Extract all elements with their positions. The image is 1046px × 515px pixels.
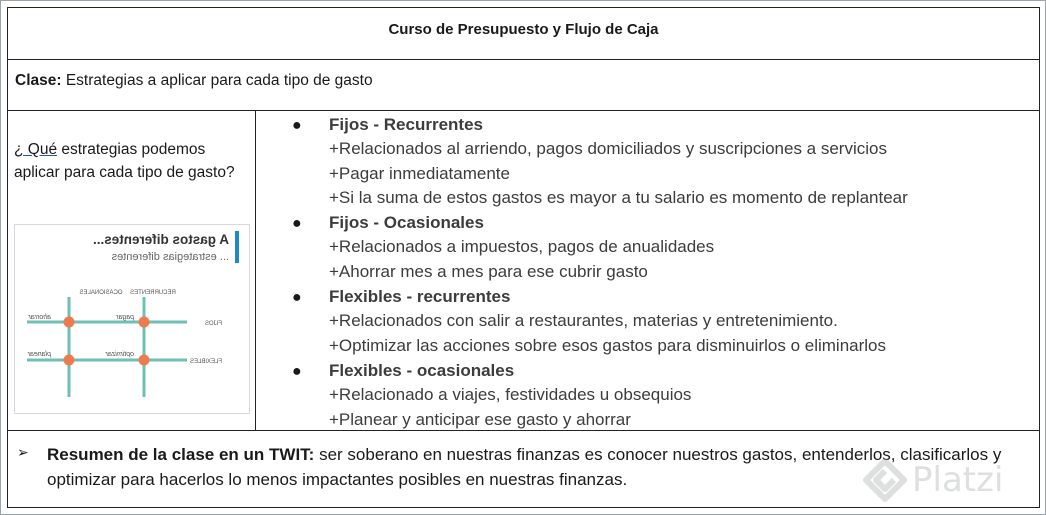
matrix-svg <box>15 225 249 413</box>
group-item: +Relacionados al arriendo, pagos domiciliados y suscripciones a servicios <box>329 139 887 158</box>
clase-row <box>7 59 1040 111</box>
group-item: +Optimizar las acciones sobre esos gastos para disminuirlos o eliminarlos <box>329 336 886 355</box>
bullet-icon: ● <box>292 215 302 232</box>
matrix-dot <box>64 355 75 366</box>
summary-value: ser soberano en nuestras finanzas es conocer nuestros gastos, entenderlos, clasificarlos y optimizar para hacerlos lo menos impactantes posibles en nuestras finanzas. <box>47 445 1002 489</box>
clase-value: Estrategias a aplicar para cada tipo de gasto <box>61 72 373 89</box>
group-item: +Relacionados a impuestos, pagos de anualidades <box>329 237 715 256</box>
group-heading: Fijos - Recurrentes <box>329 115 483 134</box>
question-rest: estrategias podemos aplicar para cada tipo de gasto? <box>14 141 235 181</box>
question-cell <box>7 110 256 431</box>
matrix-dot <box>139 355 150 366</box>
platzi-watermark <box>862 453 1042 509</box>
bullet-icon: ● <box>292 289 302 306</box>
clase-text <box>15 72 373 90</box>
watermark-text: Platzi <box>912 460 1004 500</box>
col-label-recurrentes: RECURRENTES <box>130 290 176 296</box>
group-item: +Relacionados con salir a restaurantes, materias y entretenimiento. <box>329 311 838 330</box>
group-item: +Planear y anticipar ese gasto y ahorrar <box>329 410 631 429</box>
title-row <box>7 7 1040 60</box>
group-heading: Fijos - Ocasionales <box>329 213 484 232</box>
row-label-flexibles: FLEXIBLES <box>189 359 222 365</box>
summary-label: Resumen de la clase en un TWIT: <box>47 445 315 464</box>
group-heading: Flexibles - recurrentes <box>329 287 511 306</box>
platzi-logo-icon <box>862 457 908 503</box>
question-text <box>14 138 244 184</box>
figure-title: A gastos diferentes... <box>92 232 229 247</box>
cell-label-optimizar: optimizar <box>105 351 134 358</box>
cell-label-ahorrar: ahorrar <box>28 314 51 321</box>
col-label-ocasionales: OCASIONALES <box>79 290 123 296</box>
bullet-icon: ● <box>292 363 302 380</box>
figure-subtitle: ... estrategias diferentes <box>111 251 229 263</box>
group-item: +Si la suma de estos gastos es mayor a tu salario es momento de replantear <box>329 188 908 207</box>
group-item: +Ahorrar mes a mes para ese cubrir gasto <box>329 262 648 281</box>
cell-label-pagar: pagar <box>116 314 134 321</box>
accent-bar <box>235 231 239 263</box>
matrix-dot <box>64 317 75 328</box>
cell-label-planear: planear <box>27 351 51 358</box>
document-title: Curso de Presupuesto y Flujo de Caja <box>388 21 659 38</box>
group-heading: Flexibles - ocasionales <box>329 361 515 380</box>
arrow-bullet-icon: ➢ <box>17 444 29 460</box>
group-item: +Pagar inmediatamente <box>329 164 510 183</box>
clase-label: Clase: <box>15 72 62 89</box>
row-label-fijos: FIJOS <box>204 321 222 327</box>
strategies-cell <box>255 110 1040 431</box>
group-item: +Relacionado a viajes, festividades u obsequios <box>329 385 692 404</box>
strategy-matrix-figure <box>14 224 250 414</box>
matrix-dot <box>139 317 150 328</box>
question-word: ¿ Qué <box>14 141 58 158</box>
bullet-icon: ● <box>292 117 302 134</box>
